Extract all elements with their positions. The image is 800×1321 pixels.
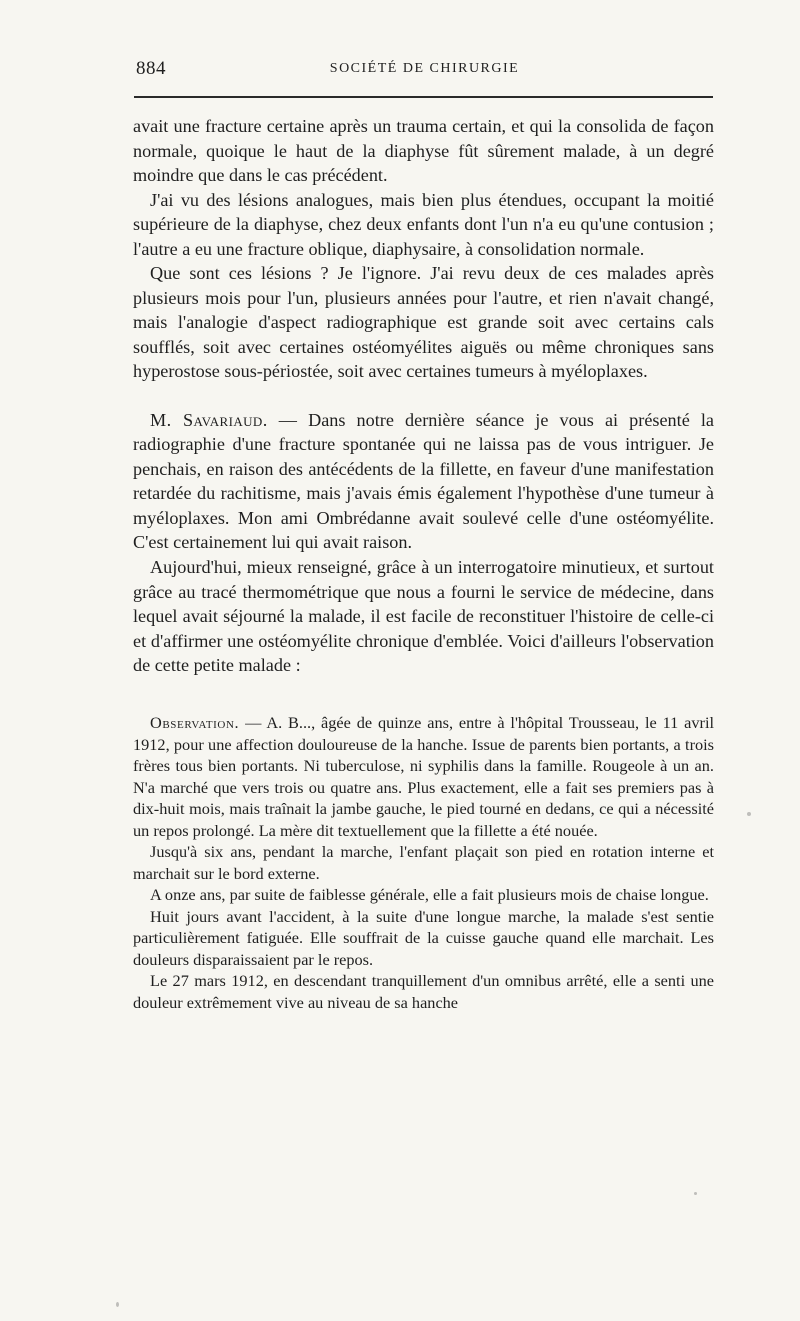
paragraph — [133, 408, 714, 556]
paragraph: Aujourd'hui, mieux renseigné, grâce à un interrogatoire minutieux, et surtout grâce au tracé thermométrique que nous a fourni le service de médecine, dans lequel avait séjourné la malade, il est facile de reconstituer l'histoire de celle-ci et d'affirmer une ostéomyélite chronique d'emblée. Voici d'ailleurs l'observation de cette petite malade : — [133, 557, 714, 676]
speaker-name: M. Savariaud. — [150, 409, 268, 430]
paragraph-text: — A. B..., âgée de quinze ans, entre à l'hôpital Trousseau, le 11 avril 1912, pour une affection douloureuse de la hanche. Issue de parents bien portants, a trois frères tous bien portants. Ni tuberculose, ni syphilis dans la famille. Rougeole à un an. N'a marché que vers trois ou quatre ans. Plus exactement, elle a fait ses premiers pas à dix-huit mois, mais traînait la jambe gauche, le pied tourné en dedans, ce qui a nécessité un repos prolongé. La mère dit textuellement que la fillette a été nouée. — [133, 713, 714, 840]
page-number: 884 — [136, 58, 166, 79]
paragraph: Jusqu'à six ans, pendant la marche, l'enfant plaçait son pied en rotation interne et marchait sur le bord externe. — [133, 842, 714, 883]
paragraph: avait une fracture certaine après un trauma certain, et qui la consolida de façon normale, quoique le haut de la diaphyse fût sûrement malade, à un degré moindre que dans le cas précédent. — [133, 116, 714, 185]
observation-section — [133, 712, 714, 1013]
observation-label: Observation. — [150, 713, 240, 733]
page-body — [133, 114, 714, 1013]
header-rule — [134, 96, 713, 98]
paper-speck — [116, 1302, 119, 1307]
paper-speck — [747, 812, 751, 816]
paragraph-text: — Dans notre dernière séance je vous ai présenté la radiographie d'une fracture spontanée qui ne laissa pas de vous intriguer. Je penchais, en raison des antécédents de la fillette, en faveur d'une manifestation retardée du rachitisme, mais j'avais émis également l'hypothèse d'une tumeur à myéloplaxes. Mon ami Ombrédanne avait soulevé celle d'une ostéomyélite. C'est certainement lui qui avait raison. — [133, 409, 715, 553]
running-title: SOCIÉTÉ DE CHIRURGIE — [329, 61, 520, 76]
paragraph: J'ai vu des lésions analogues, mais bien plus étendues, occupant la moitié supérieure de la diaphyse, chez deux enfants dont l'un n'a eu qu'une contusion ; l'autre a eu une fracture oblique, diaphysaire, à consolidation normale. — [133, 189, 714, 259]
savariaud-section — [133, 408, 714, 679]
paper-speck — [694, 1192, 697, 1195]
page-header — [136, 56, 713, 86]
paragraph: Le 27 mars 1912, en descendant tranquillement d'un omnibus arrêté, elle a senti une douleur extrêmement vive au niveau de sa hanche — [133, 971, 714, 1012]
paragraph: A onze ans, par suite de faiblesse générale, elle a fait plusieurs mois de chaise longue. — [150, 885, 709, 905]
paragraph: Huit jours avant l'accident, à la suite d'une longue marche, la malade s'est sentie particulièrement fatiguée. Elle souffrait de la cuisse gauche quand elle marchait. Les douleurs disparaissaient par le repos. — [133, 906, 714, 969]
paragraph: Que sont ces lésions ? Je l'ignore. J'ai revu deux de ces malades après plusieurs mois pour l'un, plusieurs années pour l'autre, et rien n'avait changé, mais l'analogie d'aspect radiographique est grande soit avec certains cals soufflés, soit avec certaines ostéomyélites aiguës ou même chroniques sans hyperostose sous-périostée, soit avec certaines tumeurs à myéloplaxes. — [133, 263, 714, 381]
paragraph — [133, 712, 714, 841]
continuation-section — [133, 114, 714, 384]
